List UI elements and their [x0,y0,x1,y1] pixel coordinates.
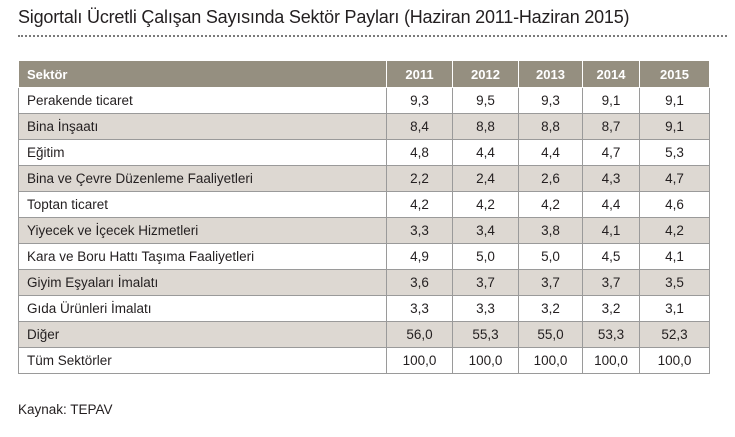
value-cell: 3,7 [453,270,519,296]
source-note: Kaynak: TEPAV [18,402,113,417]
table-row [19,322,710,348]
value-cell: 100,0 [583,348,640,374]
year-column-header: 2011 [387,61,453,88]
value-cell: 3,1 [640,296,710,322]
value-cell: 100,0 [453,348,519,374]
value-cell: 52,3 [640,322,710,348]
table-row [19,296,710,322]
sector-cell: Bina İnşaatı [19,114,387,140]
sector-share-table [18,60,710,374]
value-cell: 4,7 [583,140,640,166]
value-cell: 8,7 [583,114,640,140]
table-header-row [19,61,710,88]
value-cell: 9,1 [583,88,640,114]
value-cell: 4,2 [387,192,453,218]
table-row [19,218,710,244]
table-row [19,140,710,166]
sector-cell: Kara ve Boru Hattı Taşıma Faaliyetleri [19,244,387,270]
value-cell: 9,5 [453,88,519,114]
sector-cell: Yiyecek ve İçecek Hizmetleri [19,218,387,244]
value-cell: 8,4 [387,114,453,140]
table-row [19,244,710,270]
sector-column-header: Sektör [19,61,387,88]
value-cell: 4,2 [640,218,710,244]
value-cell: 4,2 [519,192,583,218]
value-cell: 9,1 [640,114,710,140]
value-cell: 4,1 [583,218,640,244]
value-cell: 4,8 [387,140,453,166]
value-cell: 100,0 [519,348,583,374]
value-cell: 2,2 [387,166,453,192]
table-row [19,348,710,374]
value-cell: 100,0 [640,348,710,374]
value-cell: 4,4 [519,140,583,166]
value-cell: 4,4 [453,140,519,166]
value-cell: 4,5 [583,244,640,270]
sector-cell: Eğitim [19,140,387,166]
sector-cell: Gıda Ürünleri İmalatı [19,296,387,322]
value-cell: 9,1 [640,88,710,114]
page-title: Sigortalı Ücretli Çalışan Sayısında Sektör Payları (Haziran 2011-Haziran 2015) [18,7,630,27]
table-body [19,88,710,374]
sector-cell: Perakende ticaret [19,88,387,114]
value-cell: 8,8 [519,114,583,140]
value-cell: 2,4 [453,166,519,192]
value-cell: 4,1 [640,244,710,270]
value-cell: 3,3 [387,218,453,244]
value-cell: 100,0 [387,348,453,374]
value-cell: 3,7 [519,270,583,296]
value-cell: 4,9 [387,244,453,270]
value-cell: 2,6 [519,166,583,192]
value-cell: 55,3 [453,322,519,348]
year-column-header: 2014 [583,61,640,88]
value-cell: 3,3 [387,296,453,322]
value-cell: 3,8 [519,218,583,244]
value-cell: 3,7 [583,270,640,296]
value-cell: 8,8 [453,114,519,140]
table-row [19,114,710,140]
value-cell: 3,2 [519,296,583,322]
value-cell: 5,0 [453,244,519,270]
table-row [19,192,710,218]
value-cell: 55,0 [519,322,583,348]
value-cell: 3,5 [640,270,710,296]
table-row [19,166,710,192]
year-column-header: 2015 [640,61,710,88]
value-cell: 3,3 [453,296,519,322]
value-cell: 4,3 [583,166,640,192]
title-divider [18,35,727,37]
value-cell: 3,4 [453,218,519,244]
sector-cell: Toptan ticaret [19,192,387,218]
table-row [19,88,710,114]
table-row [19,270,710,296]
year-column-header: 2013 [519,61,583,88]
sector-cell: Diğer [19,322,387,348]
value-cell: 5,3 [640,140,710,166]
value-cell: 9,3 [387,88,453,114]
year-column-header: 2012 [453,61,519,88]
value-cell: 5,0 [519,244,583,270]
value-cell: 3,6 [387,270,453,296]
sector-cell: Bina ve Çevre Düzenleme Faaliyetleri [19,166,387,192]
value-cell: 4,2 [453,192,519,218]
value-cell: 4,6 [640,192,710,218]
value-cell: 4,4 [583,192,640,218]
value-cell: 53,3 [583,322,640,348]
value-cell: 56,0 [387,322,453,348]
value-cell: 9,3 [519,88,583,114]
value-cell: 3,2 [583,296,640,322]
sector-cell: Tüm Sektörler [19,348,387,374]
value-cell: 4,7 [640,166,710,192]
sector-cell: Giyim Eşyaları İmalatı [19,270,387,296]
